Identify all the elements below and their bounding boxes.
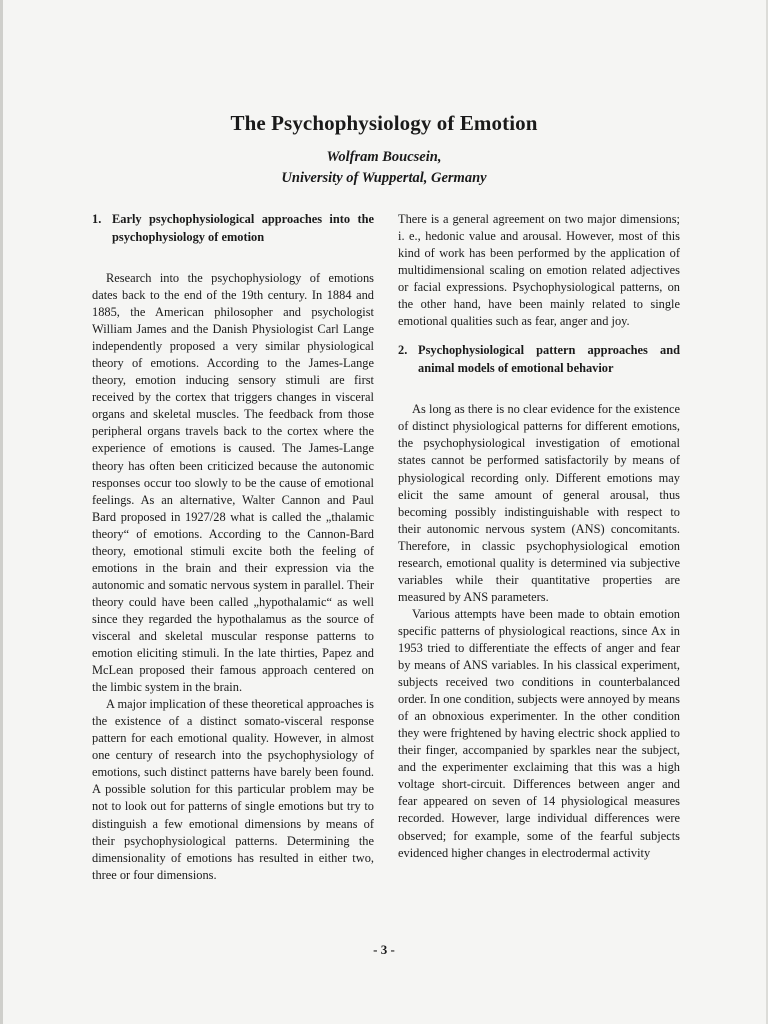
- spacer: [92, 246, 374, 270]
- spacer: [398, 330, 680, 342]
- section-number-2: 2.: [398, 343, 408, 358]
- paragraph: As long as there is no clear evidence for the existence of distinct physiological patterns for different emotions, the psychophysiological investigation of emotional states cannot be performed satisfactorily by means of physiological recording only. Different emotions may elicit the same amount of general arousal, thus becoming possibly indistinguishable with respect to their autonomic nervous system (ANS) concomitants. Therefore, in classic psychophysiological emotion research, emotional quality is determined via subjective variables while their quantitative properties are measured by ANS parameters.: [398, 402, 680, 604]
- section-number-1: 1.: [92, 212, 102, 226]
- section-heading-1: [92, 211, 374, 246]
- spacer: [398, 377, 680, 401]
- paragraph: A major implication of these theoretical approaches is the existence of a distinct somato-visceral response pattern for each emotional quality. However, in almost one century of research into the psychophysiology of emotions, such distinct patterns have barely been found. A possible solution for this particular problem may be not to look out for patterns of single emotions but try to distinguish a few emotional dimensions by means of their psychophysiological patterns. Determining the dimensionality of emotions has resulted in either two, three or four dimensions.: [92, 697, 374, 882]
- left-column: [92, 211, 374, 884]
- section-title-2: Psychophysiological pattern approaches and animal models of emotional behavior: [418, 343, 680, 375]
- page-number: - 3 -: [373, 942, 395, 957]
- paragraph: Research into the psychophysiology of emotions dates back to the end of the 19th century. In 1884 and 1885, the American philosopher and psychologist William James and the Danish Physiologist Carl Lange independently proposed a very similar physiological theory of emotions. According to the James-Lange theory, emotion inducing sensory stimuli are first received by the cortex that triggers changes in visceral organs and skeletal muscles. The feedback from those peripheral organs travels back to the cortex where the experience of emotions is caused. The James-Lange theory has often been criticized because the autonomic responses occur too slowly to be the cause of emotional feelings. As an alternative, Walter Cannon and Paul Bard proposed in 1927/28 what is called the „thalamic theory“ of emotions. According to the Cannon-Bard theory, emotional stimuli excite both the feeling of emotions in the brain and their expression via the autonomic and somatic nervous system in parallel. Their theory could have been called „hypothalamic“ as well since they regarded the hypothalamus as the source of visceral and skeletal muscular response patterns to emotion eliciting stimuli. In the late thirties, Papez and McLean proposed their famous approach centered on the limbic system in the brain.: [92, 271, 374, 695]
- section-title-1: Early psychophysiological approaches into the psychophysiology of emotion: [112, 212, 374, 244]
- paragraph: Various attempts have been made to obtain emotion specific patterns of physiological reactions, since Ax in 1953 tried to differentiate the effects of anger and fear by means of ANS variables. In his classical experiment, subjects received two conditions in counterbalanced order. In one condition, subjects were annoyed by means of an obnoxious experimenter. In the other condition they were frightened by having electric shock applied to their finger, accompanied by sparkles near the subject, and the experimenter exclaiming that this was a high voltage short-circuit. Differences between anger and fear appeared on seven of 14 physiological measures recorded. However, large individual differences were observed; for example, some of the fearful subjects evidenced higher changes in electrodermal activity: [398, 606, 680, 860]
- section-heading-2: [398, 342, 680, 377]
- author-name: Wolfram Boucsein,: [326, 149, 442, 165]
- author-affiliation: University of Wuppertal, Germany: [281, 170, 487, 186]
- right-column: [398, 211, 680, 862]
- paragraph: There is a general agreement on two major dimensions; i. e., hedonic value and arousal. However, most of this kind of work has been performed by the application of multidimensional scaling on emotion related adjectives or facial expressions. Psychophysiological patterns, on the other hand, have been mainly related to single emotional qualities such as fear, anger and joy.: [398, 212, 680, 329]
- paper-title: The Psychophysiology of Emotion: [230, 111, 538, 135]
